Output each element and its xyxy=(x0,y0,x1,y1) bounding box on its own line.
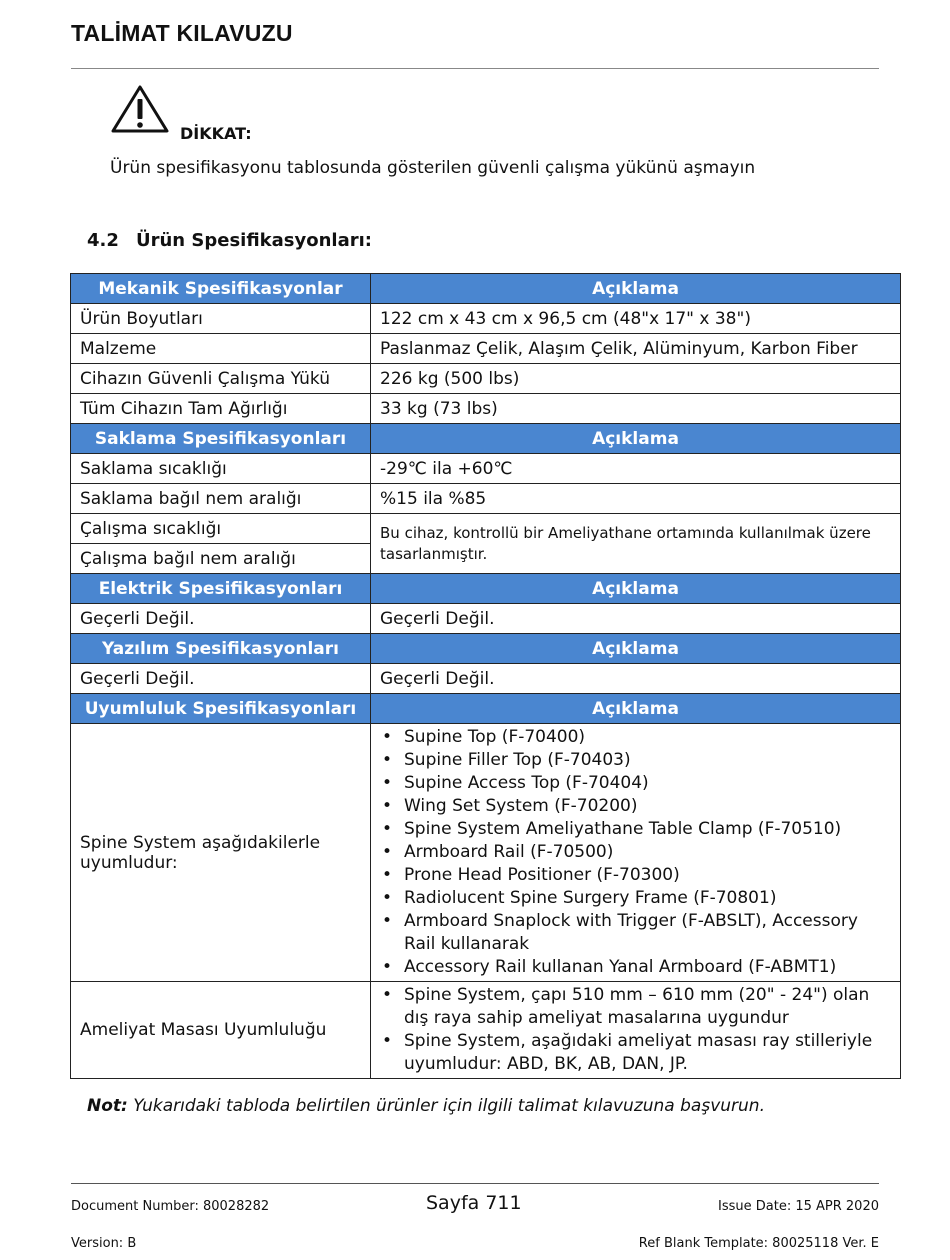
list-item: • Armboard Rail (F-70500) xyxy=(404,841,891,864)
section-title: Ürün Spesifikasyonları: xyxy=(136,230,372,251)
list-item: • Radiolucent Spine Surgery Frame (F-70801) xyxy=(404,887,891,910)
table-cell: Geçerli Değil. xyxy=(371,664,901,694)
table-cell: Çalışma sıcaklığı xyxy=(71,514,371,544)
table-cell: Tüm Cihazın Tam Ağırlığı xyxy=(71,394,371,424)
table-cell: 122 cm x 43 cm x 96,5 cm (48"x 17" x 38") xyxy=(371,304,901,334)
table-cell: -29℃ ila +60℃ xyxy=(371,454,901,484)
table-row xyxy=(71,304,901,334)
header-cell: Açıklama xyxy=(371,274,901,304)
list-item: • Supine Access Top (F-70404) xyxy=(404,772,891,795)
table-cell: Ameliyat Masası Uyumluluğu xyxy=(71,982,371,1079)
table-compat-list xyxy=(380,984,891,1076)
header-cell: Yazılım Spesifikasyonları xyxy=(71,634,371,664)
list-item: • Wing Set System (F-70200) xyxy=(404,795,891,818)
table-cell: Çalışma bağıl nem aralığı xyxy=(71,544,371,574)
table-row xyxy=(71,334,901,364)
document-number: Document Number: 80028282 xyxy=(71,1199,270,1214)
warning-text: Ürün spesifikasyonu tablosunda gösterilen güvenli çalışma yükünü aşmayın xyxy=(110,158,756,178)
table-row xyxy=(71,394,901,424)
header-divider xyxy=(71,68,879,69)
table-cell: 33 kg (73 lbs) xyxy=(371,394,901,424)
table-cell: Spine System aşağıdakilerle uyumludur: xyxy=(71,724,371,982)
header-cell: Açıklama xyxy=(371,694,901,724)
table-cell: Geçerli Değil. xyxy=(71,664,371,694)
header-cell: Elektrik Spesifikasyonları xyxy=(71,574,371,604)
issue-date: Issue Date: 15 APR 2020 xyxy=(718,1199,879,1214)
page-number: Sayfa 711 xyxy=(426,1192,522,1214)
table-header-row xyxy=(71,274,901,304)
warning-triangle-icon xyxy=(110,84,170,134)
table-cell: Malzeme xyxy=(71,334,371,364)
table-header-row xyxy=(71,634,901,664)
header-cell: Uyumluluk Spesifikasyonları xyxy=(71,694,371,724)
header-cell: Saklama Spesifikasyonları xyxy=(71,424,371,454)
table-row xyxy=(71,604,901,634)
header-cell: Açıklama xyxy=(371,634,901,664)
list-item: • Accessory Rail kullanan Yanal Armboard (F-ABMT1) xyxy=(404,956,891,979)
table-cell: 226 kg (500 lbs) xyxy=(371,364,901,394)
table-row xyxy=(71,364,901,394)
version: Version: B xyxy=(71,1236,137,1251)
list-item: • Spine System Ameliyathane Table Clamp (F-70510) xyxy=(404,818,891,841)
table-row xyxy=(71,982,901,1079)
header-cell: Mekanik Spesifikasyonlar xyxy=(71,274,371,304)
table-cell xyxy=(371,982,901,1079)
section-heading xyxy=(87,230,372,251)
table-header-row xyxy=(71,424,901,454)
warning-label: DİKKAT: xyxy=(180,124,252,143)
table-cell xyxy=(371,724,901,982)
table-row xyxy=(71,514,901,544)
table-cell: Bu cihaz, kontrollü bir Ameliyathane ortamında kullanılmak üzere tasarlanmıştır. xyxy=(371,514,901,574)
table-cell: Saklama bağıl nem aralığı xyxy=(71,484,371,514)
table-cell: %15 ila %85 xyxy=(371,484,901,514)
list-item: • Armboard Snaplock with Trigger (F-ABSLT), Accessory Rail kullanarak xyxy=(404,910,891,956)
section-number: 4.2 xyxy=(87,230,119,251)
note-text: Yukarıdaki tabloda belirtilen ürünler için ilgili talimat kılavuzuna başvurun. xyxy=(127,1096,765,1116)
header-cell: Açıklama xyxy=(371,424,901,454)
table-cell: Geçerli Değil. xyxy=(371,604,901,634)
list-item: • Spine System, çapı 510 mm – 610 mm (20" - 24") olan dış raya sahip ameliyat masalarına uygundur xyxy=(404,984,891,1030)
list-item: • Spine System, aşağıdaki ameliyat masası ray stilleriyle uyumludur: ABD, BK, AB, DAN, JP. xyxy=(404,1030,891,1076)
note-label: Not: xyxy=(87,1096,128,1116)
table-cell: Saklama sıcaklığı xyxy=(71,454,371,484)
template-reference: Ref Blank Template: 80025118 Ver. E xyxy=(638,1236,879,1251)
table-cell: Paslanmaz Çelik, Alaşım Çelik, Alüminyum, Karbon Fiber xyxy=(371,334,901,364)
table-cell: Geçerli Değil. xyxy=(71,604,371,634)
table-cell: Cihazın Güvenli Çalışma Yükü xyxy=(71,364,371,394)
list-item: • Supine Top (F-70400) xyxy=(404,726,891,749)
table-header-row xyxy=(71,694,901,724)
table-row xyxy=(71,724,901,982)
table-cell: Ürün Boyutları xyxy=(71,304,371,334)
spec-table xyxy=(70,273,901,1079)
list-item: • Prone Head Positioner (F-70300) xyxy=(404,864,891,887)
document-title: TALİMAT KILAVUZU xyxy=(71,20,293,46)
header-cell: Açıklama xyxy=(371,574,901,604)
table-row xyxy=(71,484,901,514)
table-row xyxy=(71,664,901,694)
table-header-row xyxy=(71,574,901,604)
footer-divider xyxy=(71,1183,879,1184)
note xyxy=(87,1096,765,1116)
spine-compat-list xyxy=(380,726,891,979)
table-row xyxy=(71,454,901,484)
list-item: • Supine Filler Top (F-70403) xyxy=(404,749,891,772)
